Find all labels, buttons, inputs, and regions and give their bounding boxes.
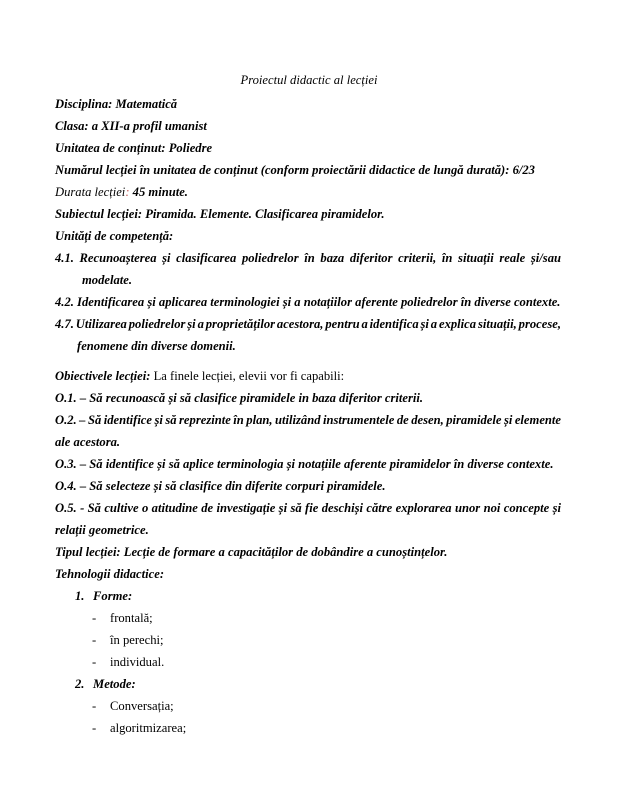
list-item (0, 610, 618, 626)
competenta-4-1-cont: modelate. (82, 273, 133, 287)
durata-line (55, 184, 561, 200)
durata-label: Durata lecției (55, 185, 126, 199)
unitati-heading: Unități de competență: (55, 229, 174, 243)
list-item (0, 698, 618, 714)
tehnologii-item-forme (0, 588, 618, 604)
list-label: Forme: (93, 589, 133, 603)
obiectiv-o2: O.2. – Să identifice și să reprezinte în plan, utilizând instrumentele de desen, piramidele și elemente (55, 413, 561, 427)
list-item-text: algoritmizarea; (110, 721, 187, 735)
obiectiv-o1: O.1. – Să recunoască și să clasifice piramidele in baza diferitor criterii. (55, 391, 424, 405)
competenta-4-7: 4.7. Utilizarea poliedrelor și a proprietăților acestora, pentru a identifica și a explica situații, procese, (55, 317, 561, 331)
clasa-line: Clasa: a XII-a profil umanist (55, 119, 207, 133)
obiectiv-o5-cont: relații geometrice. (55, 523, 149, 537)
list-item-text: în perechi; (110, 633, 164, 647)
disciplina-line: Disciplina: Matematică (55, 97, 178, 111)
durata-colon: : (125, 185, 130, 199)
dash-bullet: - (92, 633, 97, 647)
list-item (0, 632, 618, 648)
competenta-4-7-cont: fenomene din diverse domenii. (77, 339, 236, 353)
obiectiv-o3: O.3. – Să identifice și să aplice terminologia și notațiile aferente piramidelor în diverse contexte. (55, 457, 554, 471)
dash-bullet: - (92, 611, 97, 625)
obiective-label: Obiectivele lecției: (55, 369, 151, 383)
list-item (0, 720, 618, 736)
dash-bullet: - (92, 655, 97, 669)
obiectiv-o4: O.4. – Să selecteze și să clasifice din diferite corpuri piramidele. (55, 479, 386, 493)
dash-bullet: - (92, 721, 97, 735)
list-item (0, 654, 618, 670)
list-item-text: Conversația; (110, 699, 174, 713)
subiectul-line: Subiectul lecției: Piramida. Elemente. Clasificarea piramidelor. (55, 207, 385, 221)
numarul-line: Numărul lecției în unitatea de conținut (conform proiectării didactice de lungă durată): 6/23 (55, 163, 535, 177)
list-item-text: frontală; (110, 611, 153, 625)
document-title: Proiectul didactic al lecției (240, 73, 378, 87)
tehnologii-item-metode (0, 676, 618, 692)
obiectiv-o2-cont: ale acestora. (55, 435, 121, 449)
list-number: 1. (75, 589, 85, 603)
list-label: Metode: (93, 677, 136, 691)
unitatea-line: Unitatea de conținut: Poliedre (55, 141, 213, 155)
obiective-line (55, 368, 561, 384)
tipul-line: Tipul lecției: Lecție de formare a capacităților de dobândire a cunoștințelor. (55, 545, 448, 559)
obiective-text: La finele lecției, elevii vor fi capabili: (150, 369, 345, 383)
list-item-text: individual. (110, 655, 165, 669)
dash-bullet: - (92, 699, 97, 713)
competenta-4-2: 4.2. Identificarea și aplicarea terminologiei și a notațiilor aferente poliedrelor în diverse contexte. (55, 295, 561, 309)
tehnologii-heading: Tehnologii didactice: (55, 567, 165, 581)
durata-value: 45 minute. (129, 185, 188, 199)
competenta-4-1: 4.1. Recunoașterea și clasificarea poliedrelor în baza diferitor criterii, în situații reale și/sau (55, 251, 561, 265)
list-number: 2. (75, 677, 85, 691)
obiectiv-o5: O.5. - Să cultive o atitudine de investigație și să fie deschiși către explorarea unor noi concepte și (55, 501, 561, 515)
